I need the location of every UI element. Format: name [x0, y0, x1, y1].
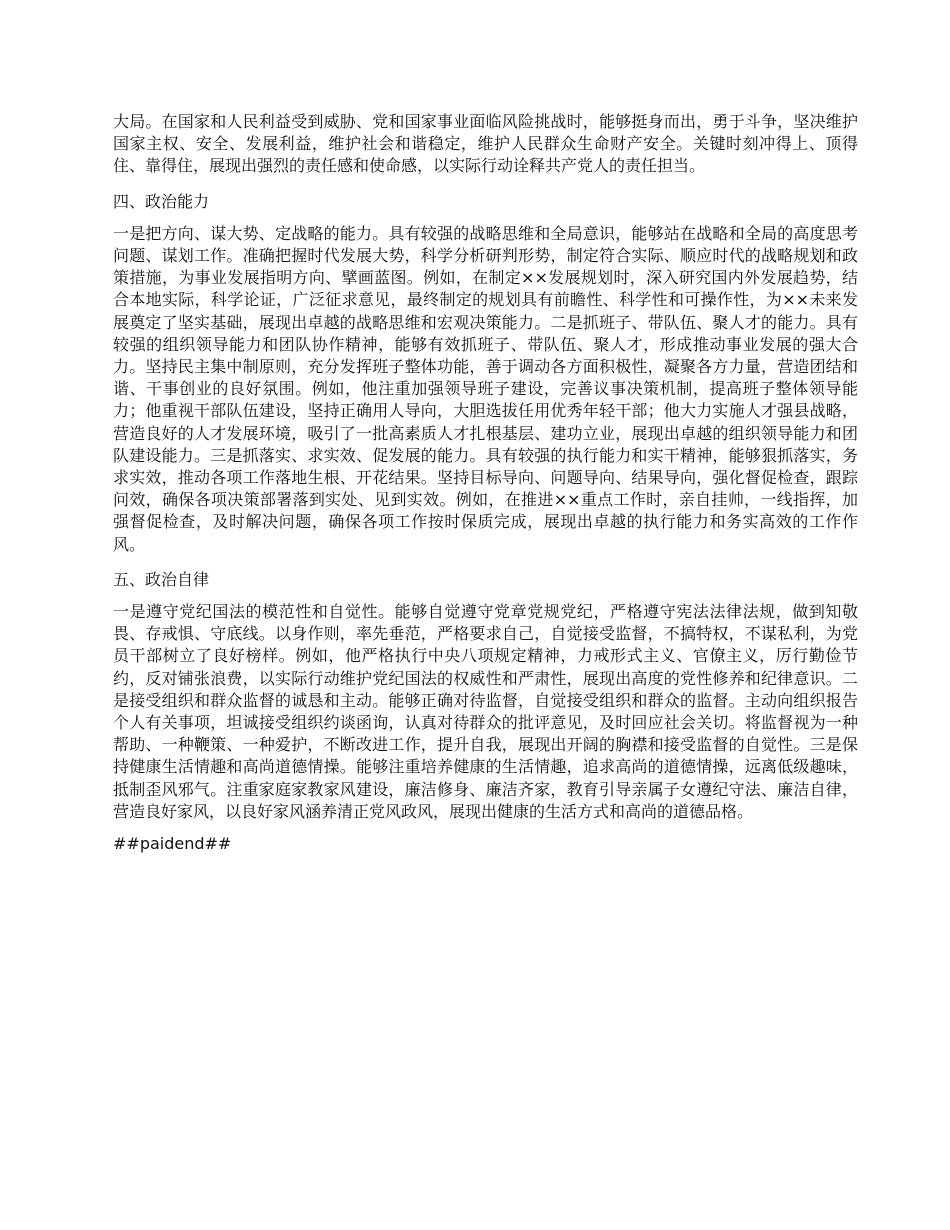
paid-end-marker: ##paidend##	[113, 834, 232, 854]
paragraph-intro: 大局。在国家和人民利益受到威胁、党和国家事业面临风险挑战时，能够挺身而出，勇于斗争，坚决维护国家主权、安全、发展利益，维护社会和谐稳定，维护人民群众生命财产安全。关键时刻冲得上、顶得住、靠得住，展现出强烈的责任感和使命感，以实际行动诠释共产党人的责任担当。	[113, 112, 858, 176]
section-heading-political-ability: 四、政治能力	[113, 191, 210, 211]
paragraph-political-ability: 一是把方向、谋大势、定战略的能力。具有较强的战略思维和全局意识，能够站在战略和全局的高度思考问题、谋划工作。准确把握时代发展大势，科学分析研判形势，制定符合实际、顺应时代的战略规划和政策措施，为事业发展指明方向、擘画蓝图。例如，在制定××发展规划时，深入研究国内外发展趋势，结合本地实际，科学论证，广泛征求意见，最终制定的规划具有前瞻性、科学性和可操作性，为××未来发展奠定了坚实基础，展现出卓越的战略思维和宏观决策能力。二是抓班子、带队伍、聚人才的能力。具有较强的组织领导能力和团队协作精神，能够有效抓班子、带队伍、聚人才，形成推动事业发展的强大合力。坚持民主集中制原则，充分发挥班子整体功能，善于调动各方面积极性，凝聚各方力量，营造团结和谐、干事创业的良好氛围。例如，他注重加强领导班子建设，完善议事决策机制，提高班子整体领导能力；他重视干部队伍建设，坚持正确用人导向，大胆选拔任用优秀年轻干部；他大力实施人才强县战略，营造良好的人才发展环境，吸引了一批高素质人才扎根基层、建功立业，展现出卓越的组织领导能力和团队建设能力。三是抓落实、求实效、促发展的能力。具有较强的执行能力和实干精神，能够狠抓落实，务求实效，推动各项工作落地生根、开花结果。坚持目标导向、问题导向、结果导向，强化督促检查，跟踪问效，确保各项决策部署落到实处、见到实效。例如，在推进××重点工作时，亲自挂帅，一线指挥，加强督促检查，及时解决问题，确保各项工作按时保质完成，展现出卓越的执行能力和务实高效的工作作风。	[113, 223, 858, 554]
section-heading-political-self-discipline: 五、政治自律	[113, 569, 210, 589]
document-page	[113, 111, 858, 871]
paragraph-political-self-discipline: 一是遵守党纪国法的模范性和自觉性。能够自觉遵守党章党规党纪，严格遵守宪法法律法规，做到知敬畏、存戒惧、守底线。以身作则，率先垂范，严格要求自己，自觉接受监督，不搞特权，不谋私利，为党员干部树立了良好榜样。例如，他严格执行中央八项规定精神，力戒形式主义、官僚主义，厉行勤俭节约，反对铺张浪费，以实际行动维护党纪国法的权威性和严肃性，展现出高度的党性修养和纪律意识。二是接受组织和群众监督的诚恳和主动。能够正确对待监督，自觉接受组织和群众的监督。主动向组织报告个人有关事项，坦诚接受组织约谈函询，认真对待群众的批评意见，及时回应社会关切。将监督视为一种帮助、一种鞭策、一种爱护，不断改进工作，提升自我，展现出开阔的胸襟和接受监督的自觉性。三是保持健康生活情趣和高尚道德情操。能够注重培养健康的生活情趣，追求高尚的道德情操，远离低级趣味，抵制歪风邪气。注重家庭家教家风建设，廉洁修身、廉洁齐家，教育引导亲属子女遵纪守法、廉洁自律，营造良好家风，以良好家风涵养清正党风政风，展现出健康的生活方式和高尚的道德品格。	[113, 602, 858, 821]
